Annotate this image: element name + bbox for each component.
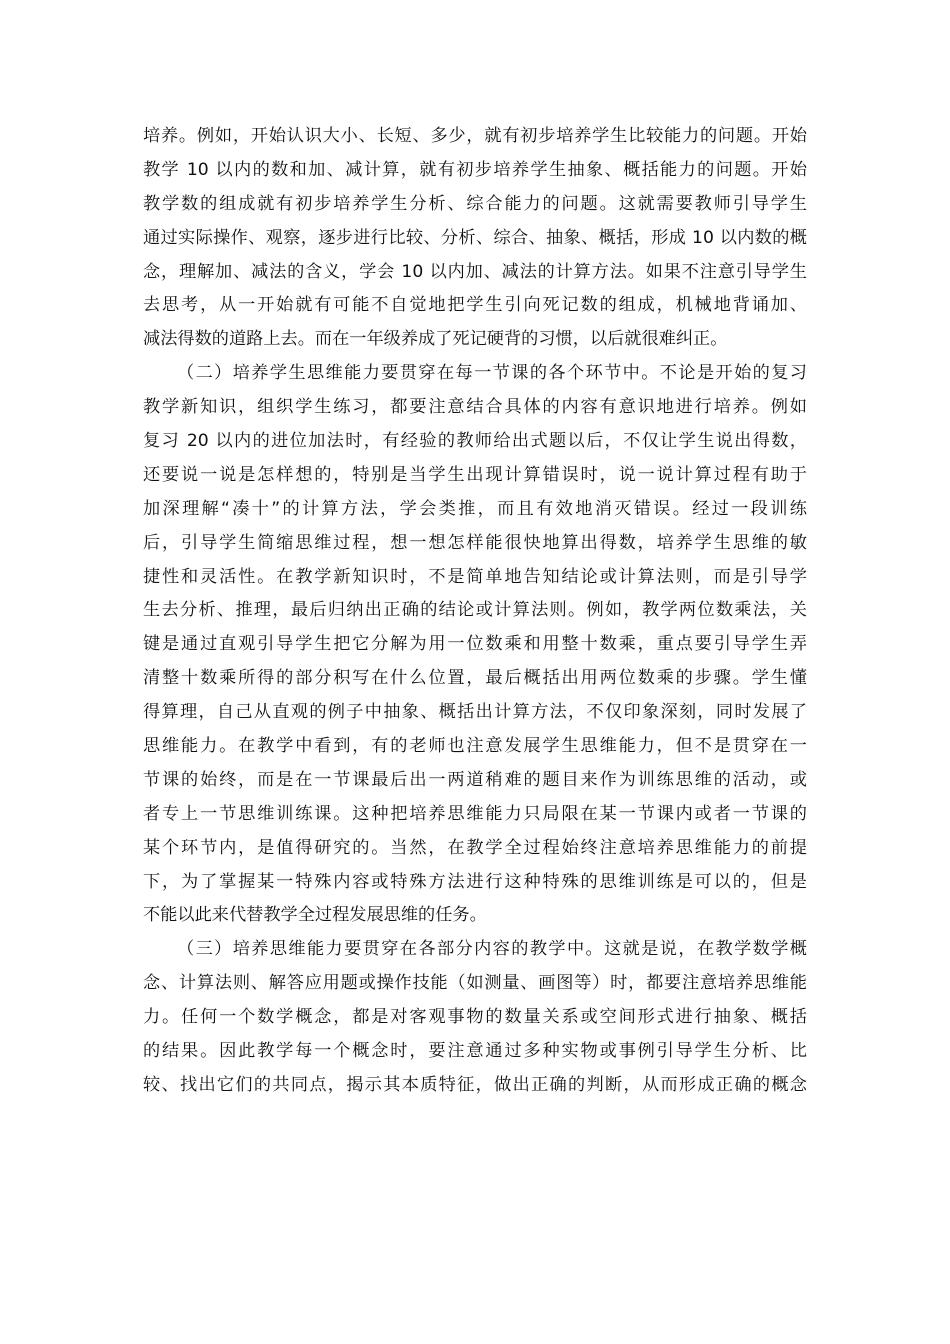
text-line: 键是通过直观引导学生把它分解为用一位数乘和用整十数乘，重点要引导学生弄 (143, 634, 807, 655)
text-line: 减法得数的道路上去。而在一年级养成了死记硬背的习惯，以后就很难纠正。 (143, 329, 728, 350)
text-line: 某个环节内，是值得研究的。当然，在教学全过程始终注意培养思维能力的前提 (143, 837, 807, 858)
text-line: 教学新知识，组织学生练习，都要注意结合具体的内容有意识地进行培养。例如 (143, 397, 807, 418)
body-text (143, 120, 807, 1103)
text-line: 念，理解加、减法的含义，学会 10 以内加、减法的计算方法。如果不注意引导学生 (143, 261, 807, 282)
text-line: 去思考，从一开始就有可能不自觉地把学生引向死记数的组成，机械地背诵加、 (143, 295, 807, 316)
text-line: 节课的始终，而是在一节课最后出一两道稍难的题目来作为训练思维的活动，或 (143, 769, 807, 790)
text-line: （三）培养思维能力要贯穿在各部分内容的教学中。这就是说，在教学数学概 (177, 939, 807, 960)
text-line: 加深理解“凑十”的计算方法，学会类推，而且有效地消灭错误。经过一段训练 (143, 498, 807, 519)
text-line: 力。任何一个数学概念，都是对客观事物的数量关系或空间形式进行抽象、概括 (143, 1007, 807, 1028)
text-line: 复习 20 以内的进位加法时，有经验的教师给出式题以后，不仅让学生说出得数， (143, 431, 807, 452)
text-line: 不能以此来代替教学全过程发展思维的任务。 (143, 905, 487, 926)
text-line: 念、计算法则、解答应用题或操作技能（如测量、画图等）时，都要注意培养思维能 (143, 973, 807, 994)
text-line: 较、找出它们的共同点，揭示其本质特征，做出正确的判断，从而形成正确的概念 (143, 1074, 807, 1095)
text-line: 还要说一说是怎样想的，特别是当学生出现计算错误时，说一说计算过程有助于 (143, 464, 807, 485)
text-line: 教学 10 以内的数和加、减计算，就有初步培养学生抽象、概括能力的问题。开始 (143, 159, 807, 180)
text-line: 通过实际操作、观察，逐步进行比较、分析、综合、抽象、概括，形成 10 以内数的概 (143, 227, 807, 248)
text-line: 培养。例如，开始认识大小、长短、多少，就有初步培养学生比较能力的问题。开始 (143, 126, 807, 146)
text-line: 下，为了掌握某一特殊内容或特殊方法进行这种特殊的思维训练是可以的，但是 (143, 871, 807, 892)
text-line: 思维能力。在教学中看到，有的老师也注意发展学生思维能力，但不是贯穿在一 (143, 736, 807, 757)
text-line: 教学数的组成就有初步培养学生分析、综合能力的问题。这就需要教师引导学生 (143, 193, 807, 214)
text-line: 生去分析、推理，最后归纳出正确的结论或计算法则。例如，教学两位数乘法，关 (143, 600, 807, 621)
text-line: 捷性和灵活性。在教学新知识时，不是简单地告知结论或计算法则，而是引导学 (143, 566, 807, 587)
text-line: 清整十数乘所得的部分积写在什么位置，最后概括出用两位数乘的步骤。学生懂 (143, 668, 807, 689)
text-line: 得算理，自己从直观的例子中抽象、概括出计算方法，不仅印象深刻，同时发展了 (143, 702, 807, 723)
text-line: 者专上一节思维训练课。这种把培养思维能力只局限在某一节课内或者一节课的 (143, 803, 807, 824)
text-line: 的结果。因此教学每一个概念时，要注意通过多种实物或事例引导学生分析、比 (143, 1041, 807, 1062)
text-line: （二）培养学生思维能力要贯穿在每一节课的各个环节中。不论是开始的复习 (177, 363, 807, 384)
text-line: 后，引导学生简缩思维过程，想一想怎样能很快地算出得数，培养学生思维的敏 (143, 532, 807, 553)
